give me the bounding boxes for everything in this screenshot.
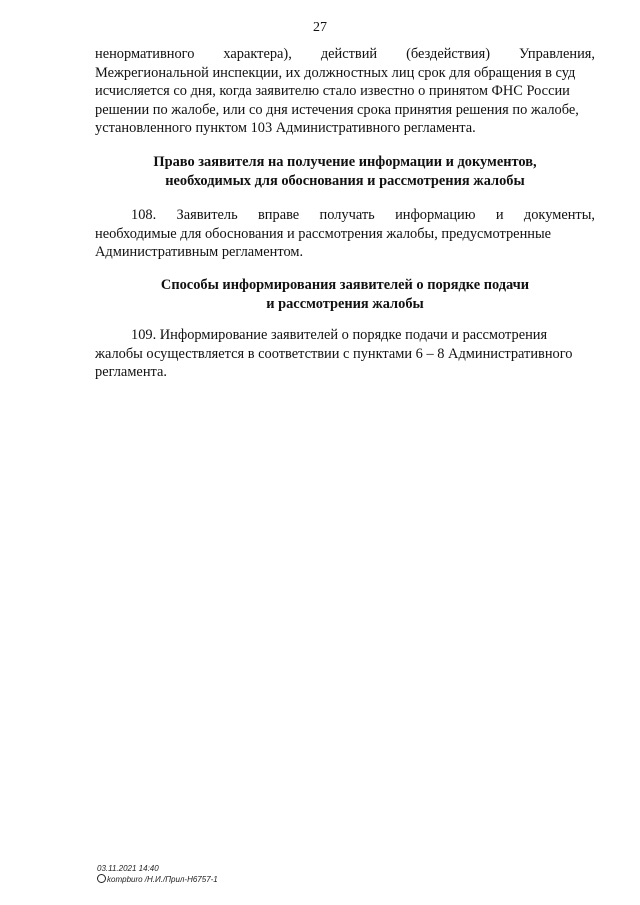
intro-paragraph — [95, 45, 595, 138]
paragraph-108-line-3: Административным регламентом. — [95, 244, 304, 260]
stamp-icon — [97, 874, 106, 883]
intro-line-3: исчисляется со дня, когда заявителю стало известно о принятом ФНС России — [95, 83, 570, 99]
footer-doc-code: /Прил-Н6757-1 — [162, 875, 218, 884]
section-1-heading — [95, 153, 595, 190]
intro-line-4: решении по жалобе, или со дня истечения срока принятия решения по жалобе, — [95, 101, 579, 118]
section-1-heading-line-1: Право заявителя на получение информации и документов, — [153, 154, 537, 170]
paragraph-108-line-1: 108. Заявитель вправе получать информацию и документы, — [131, 207, 595, 223]
paragraph-109-line-2: жалобы осуществляется в соответствии с пунктами 6 – 8 Административного — [95, 345, 573, 362]
footer-author: kompburo /Н.И. — [107, 875, 163, 884]
paragraph-108 — [95, 206, 595, 262]
footer-author-line — [97, 874, 218, 885]
section-2-heading-line-1: Способы информирования заявителей о порядке подачи — [160, 277, 530, 293]
page-number: 27 — [313, 20, 327, 35]
intro-line-1: ненормативного характера), действий (бездействия) Управления, — [95, 46, 595, 62]
intro-line-5: установленного пунктом 103 Административного регламента. — [95, 120, 476, 136]
section-2-heading — [95, 276, 595, 313]
paragraph-109-line-3: регламента. — [95, 364, 167, 380]
section-2-heading-line-2: и рассмотрения жалобы — [266, 295, 424, 312]
section-1-heading-line-2: необходимых для обоснования и рассмотрения жалобы — [165, 172, 525, 189]
footer-timestamp: 03.11.2021 14:40 — [97, 864, 159, 873]
document-footer — [97, 864, 218, 885]
intro-line-2: Межрегиональной инспекции, их должностных лиц срок для обращения в суд — [95, 64, 576, 81]
paragraph-109 — [95, 326, 595, 382]
paragraph-109-line-1: 109. Информирование заявителей о порядке подачи и рассмотрения — [131, 327, 548, 343]
paragraph-108-line-2: необходимые для обоснования и рассмотрения жалобы, предусмотренные — [95, 225, 552, 242]
